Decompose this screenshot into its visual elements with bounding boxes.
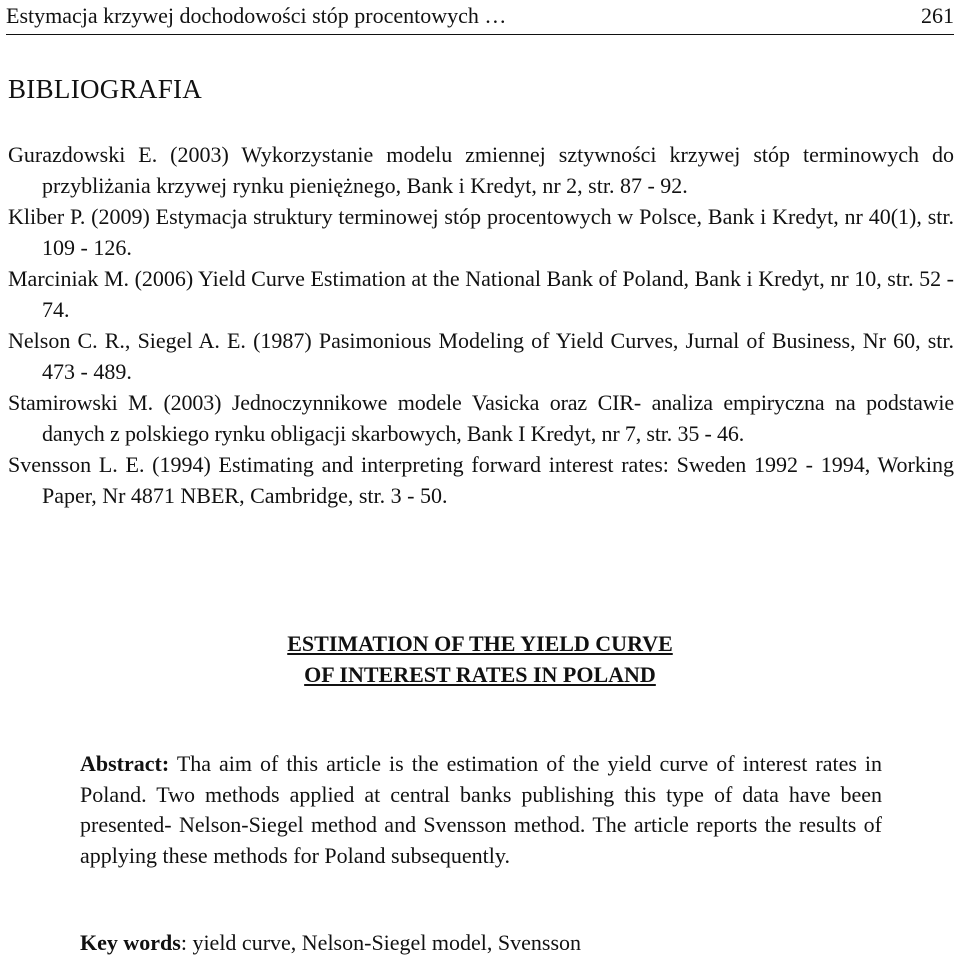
keywords-text: : yield curve, Nelson-Siegel model, Svensson xyxy=(180,930,582,955)
bibliography-entry-stamirowski: Stamirowski M. (2003) Jednoczynnikowe modele Vasicka oraz CIR- analiza empiryczna na podstawie danych z polskiego rynku obligacji skarbowych, Bank I Kredyt, nr 7, str. 35 - 46. xyxy=(8,390,954,446)
keywords-label: Key words xyxy=(80,930,181,955)
bibliography-entry-svensson: Svensson L. E. (1994) Estimating and interpreting forward interest rates: Sweden 1992 - 1994, Working Paper, Nr 4871 NBER, Cambridge, str. 3 - 50. xyxy=(8,452,954,508)
bibliography-entry-nelson-siegel: Nelson C. R., Siegel A. E. (1987) Pasimonious Modeling of Yield Curves, Jurnal of Business, Nr 60, str. 473 - 489. xyxy=(8,328,954,384)
article-title-line-2: OF INTEREST RATES IN POLAND xyxy=(304,662,656,687)
page-number: 261 xyxy=(921,3,954,28)
abstract-text: Tha aim of this article is the estimation of the yield curve of interest rates in Poland. Two methods applied at central banks publishing this type of data have been presented- Nelson-Siegel method and Svensson method. The article reports the results of applying these methods for Poland subsequently. xyxy=(80,751,883,868)
bibliography-entry-kliber: Kliber P. (2009) Estymacja struktury terminowej stóp procentowych w Polsce, Bank i Kredyt, nr 40(1), str. 109 - 126. xyxy=(8,204,954,260)
bibliography-list xyxy=(8,139,954,511)
running-title: Estymacja krzywej dochodowości stóp procentowych … xyxy=(6,3,507,28)
bibliography-heading: BIBLIOGRAFIA xyxy=(8,74,203,104)
abstract xyxy=(80,749,882,871)
article-title-line-1: ESTIMATION OF THE YIELD CURVE xyxy=(287,631,673,656)
article-title xyxy=(0,628,960,690)
abstract-label: Abstract: xyxy=(80,751,170,776)
bibliography-entry-marciniak: Marciniak M. (2006) Yield Curve Estimation at the National Bank of Poland, Bank i Kredyt, nr 10, str. 52 - 74. xyxy=(8,266,954,322)
running-header xyxy=(6,1,954,35)
keywords xyxy=(80,928,882,958)
bibliography-entry-gurazdowski: Gurazdowski E. (2003) Wykorzystanie modelu zmiennej sztywności krzywej stóp terminowych do przybliżania krzywej rynku pieniężnego, Bank i Kredyt, nr 2, str. 87 - 92. xyxy=(8,142,954,198)
